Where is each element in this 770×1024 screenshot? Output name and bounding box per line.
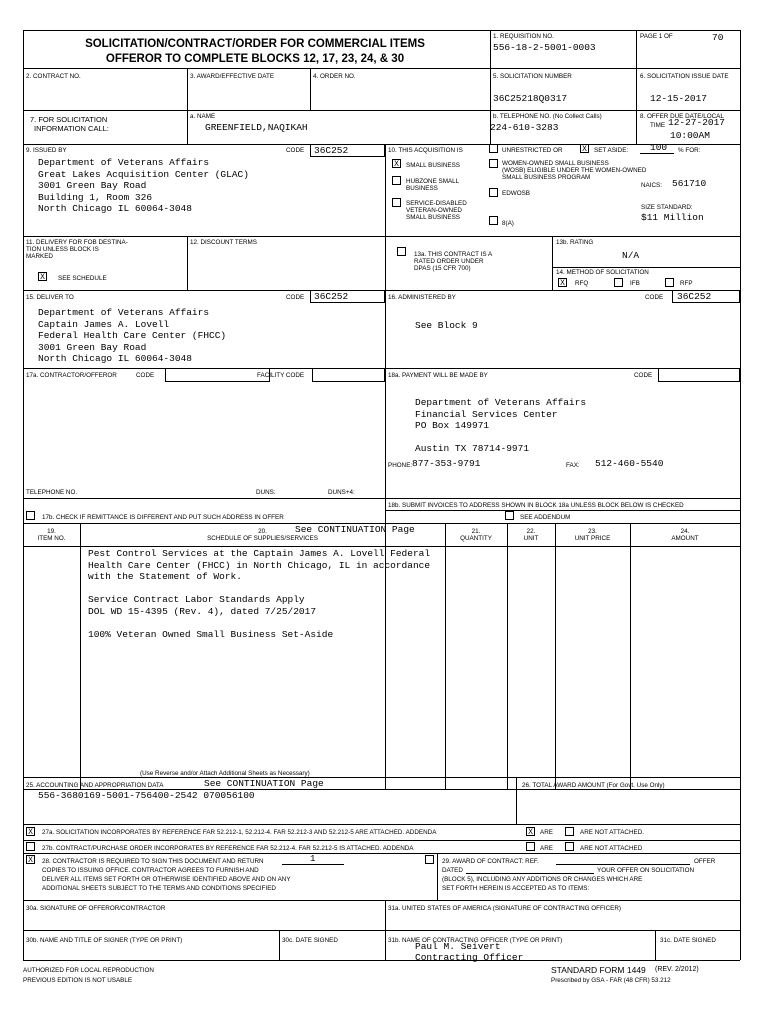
copies-field[interactable]: 1 <box>310 854 316 864</box>
contractor-sign-checkbox[interactable]: X <box>26 855 35 864</box>
total-award-label: 26. TOTAL AWARD AMOUNT (For Govt. Use Only) <box>522 782 665 789</box>
set-aside-label: SET ASIDE: <box>594 147 629 154</box>
offer-due-date-field[interactable]: 12-27-2017 <box>668 117 726 128</box>
form-revision: (REV. 2/2012) <box>655 966 699 973</box>
contract-incorporates-label: 27b. CONTRACT/PURCHASE ORDER INCORPORATES BY REFERENCE FAR 52.212-4. FAR 52.212-5 IS ATTACHED. ADDENDA <box>42 845 414 852</box>
unit-num: 22. <box>526 528 536 535</box>
addendum-checkbox[interactable] <box>505 511 514 520</box>
administered-by-label: 16. ADMINISTERED BY <box>388 294 456 301</box>
rfp-label: RFP <box>680 280 693 287</box>
unit-text: UNIT <box>523 535 539 543</box>
payment-fax-field[interactable]: 512-460-5540 <box>595 458 664 469</box>
solicitation-number-label: 5. SOLICITATION NUMBER <box>493 73 572 80</box>
info-call-label-2: INFORMATION CALL: <box>34 124 109 133</box>
unrestricted-label: UNRESTRICTED OR <box>502 147 563 154</box>
name-label: a. NAME <box>190 113 216 120</box>
rating-field[interactable]: N/A <box>622 250 640 261</box>
addenda-27a-are-label: ARE <box>540 829 553 836</box>
percent-for-label: % FOR: <box>678 147 701 154</box>
ifb-label: IFB <box>630 280 640 287</box>
contracting-officer-signature-label: 31a. UNITED STATES OF AMERICA (SIGNATURE OF CONTRACTING OFFICER) <box>388 905 622 912</box>
contract-no-label: 2. CONTRACT NO. <box>26 73 81 80</box>
rating-label: 13b. RATING <box>556 239 594 246</box>
deliver-to-code-field[interactable]: 36C252 <box>314 291 349 302</box>
facility-code-label: FACILITY CODE <box>257 372 305 379</box>
supplies-text: SCHEDULE OF SUPPLIES/SERVICES <box>207 535 318 543</box>
contractor-sign-line1: 28. CONTRACTOR IS REQUIRED TO SIGN THIS DOCUMENT AND RETURN <box>42 858 264 865</box>
payment-label: 18a. PAYMENT WILL BE MADE BY <box>388 372 488 379</box>
payment-phone-label: PHONE: <box>388 462 413 469</box>
sdvosb-label: SERVICE-DISABLED VETERAN-OWNED SMALL BUSINESS <box>406 200 467 222</box>
form-title <box>30 37 480 67</box>
rated-order-checkbox[interactable] <box>397 247 406 256</box>
small-business-checkbox[interactable]: X <box>392 159 401 168</box>
see-schedule-checkbox[interactable]: X <box>38 272 47 281</box>
order-no-label: 4. ORDER NO. <box>313 73 356 80</box>
duns4-label: DUNS+4: <box>328 489 355 496</box>
offer-due-label: 8. OFFER DUE DATE/LOCAL <box>640 113 724 120</box>
offeror-signature-label: 30a. SIGNATURE OF OFFEROR/CONTRACTOR <box>26 905 166 912</box>
contracting-officer-name-field[interactable]: Paul M. Seivert <box>415 941 501 952</box>
deliver-to-code-label: CODE <box>286 294 305 301</box>
administered-by-value: See Block 9 <box>415 320 478 331</box>
edwosb-checkbox[interactable] <box>489 188 498 197</box>
rfp-checkbox[interactable] <box>665 278 674 287</box>
quantity-num: 21. <box>471 528 481 535</box>
contractor-sign-line3: DELIVER ALL ITEMS SET FORTH OR OTHERWISE IDENTIFIED ABOVE AND ON ANY <box>42 876 291 883</box>
unit-price-text: UNIT PRICE <box>574 535 611 543</box>
page-label: PAGE 1 OF <box>640 33 673 40</box>
info-call-label-1: 7. FOR SOLICITATION <box>30 115 108 124</box>
addenda-27a-checkbox[interactable]: X <box>26 827 35 836</box>
size-standard-label: SIZE STANDARD: <box>641 204 693 211</box>
fob-destination-label: 11. DELIVERY FOR FOB DESTINA- TION UNLESS BLOCK IS MARKED <box>26 239 128 261</box>
addenda-27a-are-not-checkbox[interactable] <box>565 827 574 836</box>
addenda-27b-checkbox[interactable] <box>26 842 35 851</box>
quantity-header <box>445 528 507 542</box>
item-no-text: ITEM NO. <box>37 535 66 543</box>
page-total: 70 <box>712 32 724 43</box>
addenda-27b-are-checkbox[interactable] <box>526 842 535 851</box>
administered-by-code-label: CODE <box>645 294 664 301</box>
addenda-27b-are-not-checkbox[interactable] <box>565 842 574 851</box>
supplies-continuation: See CONTINUATION Page <box>295 524 415 535</box>
unrestricted-checkbox[interactable] <box>489 144 498 153</box>
size-standard-field[interactable]: $11 Million <box>641 212 704 223</box>
wosb-checkbox[interactable] <box>489 159 498 168</box>
authorized-reproduction-text: AUTHORIZED FOR LOCAL REPRODUCTION <box>23 967 154 974</box>
offeror-date-signed-label: 30c. DATE SIGNED <box>282 937 338 944</box>
method-label: 14. METHOD OF SOLICITATION <box>556 269 649 276</box>
contractor-sign-line2: COPIES TO ISSUING OFFICE. CONTRACTOR AGREES TO FURNISH AND <box>42 867 259 874</box>
addenda-27a-are-not-label: ARE NOT ATTACHED. <box>580 829 645 836</box>
supplies-num: 20. <box>258 528 267 535</box>
standard-form-number: STANDARD FORM 1449 <box>551 965 646 975</box>
deliver-to-address: Department of Veterans Affairs Captain James A. Lovell Federal Health Care Center (FHCC) 3001 Green Bay Road North Chicago IL 60064-3048 <box>38 307 227 364</box>
contracting-officer-title-field[interactable]: Contracting Officer <box>415 952 524 963</box>
hubzone-checkbox[interactable] <box>392 176 401 185</box>
amount-header <box>630 528 740 542</box>
accounting-continuation: See CONTINUATION Page <box>204 778 324 789</box>
accounting-field[interactable]: 556-3680169-5001-756400-2542 070056100 <box>38 790 255 801</box>
submit-invoices-label: 18b. SUBMIT INVOICES TO ADDRESS SHOWN IN BLOCK 18a UNLESS BLOCK BELOW IS CHECKED <box>388 502 684 509</box>
previous-edition-text: PREVIOUS EDITION IS NOT USABLE <box>23 977 133 984</box>
acquisition-label: 10. THIS ACQUISITION IS <box>388 147 463 154</box>
edwosb-label: EDWOSB <box>502 190 530 197</box>
offer-due-time-field[interactable]: 10:00AM <box>670 130 710 141</box>
schedule-footnote: (Use Reverse and/or Attach Additional Sheets as Necessary) <box>140 770 310 777</box>
solicitation-number-field[interactable]: 36C25218Q0317 <box>493 93 568 104</box>
set-aside-checkbox[interactable]: X <box>580 144 589 153</box>
contractor-label: 17a. CONTRACTOR/OFFEROR <box>26 372 117 379</box>
award-offer-label: OFFER <box>694 858 716 865</box>
award-checkbox[interactable] <box>425 855 434 864</box>
form-title-line2: OFFEROR TO COMPLETE BLOCKS 12, 17, 23, 24, & 30 <box>105 52 405 65</box>
award-line4: SET FORTH HEREIN IS ACCEPTED AS TO ITEMS: <box>442 885 590 892</box>
payment-fax-label: FAX: <box>566 462 580 469</box>
award-your-offer-label: YOUR OFFER ON SOLICITATION <box>597 867 695 874</box>
requisition-label: 1. REQUISITION NO. <box>493 33 554 40</box>
name-field[interactable]: GREENFIELD,NAQIKAH <box>205 122 308 133</box>
set-aside-percent-field[interactable]: 100 <box>650 142 668 153</box>
issued-by-label: 9. ISSUED BY <box>26 147 67 154</box>
award-line3: (BLOCK 5), INCLUDING ANY ADDITIONS OR CHANGES WHICH ARE <box>442 876 643 883</box>
remittance-label: 17b. CHECK IF REMITTANCE IS DIFFERENT AND PUT SUCH ADDRESS IN OFFER <box>42 514 284 521</box>
solicitation-incorporates-label: 27a. SOLICITATION INCORPORATES BY REFERENCE FAR 52.212-1, 52.212-4. FAR 52.212-3 AND 52.212-5 ARE ATTACHED. ADDENDA <box>42 829 437 836</box>
requisition-field[interactable]: 556-18-2-5001-0003 <box>493 42 596 53</box>
ifb-checkbox[interactable] <box>614 278 623 287</box>
issued-by-address: Department of Veterans Affairs Great Lakes Acquisition Center (GLAC) 3001 Green Bay Road Building 1, Room 326 North Chicago IL 60064-3048 <box>38 157 249 214</box>
rfq-checkbox[interactable]: X <box>558 278 567 287</box>
issued-by-code-field[interactable]: 36C252 <box>314 145 349 156</box>
prescribed-by-text: Prescribed by GSA - FAR (48 CFR) 53.212 <box>551 977 671 984</box>
issued-by-code-label: CODE <box>286 147 305 154</box>
sdvosb-checkbox[interactable] <box>392 198 401 207</box>
small-business-label: SMALL BUSINESS <box>406 162 461 169</box>
addenda-27b-are-not-label: ARE NOT ATTACHED <box>580 845 643 852</box>
amount-text: AMOUNT <box>671 535 699 543</box>
eight-a-checkbox[interactable] <box>489 216 498 225</box>
officer-date-signed-label: 31c. DATE SIGNED <box>660 937 716 944</box>
form-title-line1: SOLICITATION/CONTRACT/ORDER FOR COMMERCIAL ITEMS <box>85 38 425 50</box>
naics-label: NAICS: <box>641 182 662 189</box>
payment-phone-field[interactable]: 877-353-9791 <box>412 458 481 469</box>
payment-code-label: CODE <box>634 372 653 379</box>
telephone-field[interactable]: 224-610-3283 <box>490 122 559 133</box>
see-schedule-label: SEE SCHEDULE <box>58 275 107 282</box>
award-date-label: 3. AWARD/EFFECTIVE DATE <box>190 73 275 80</box>
rated-order-label: 13a. THIS CONTRACT IS A RATED ORDER UNDER DPAS (15 CFR 700) <box>414 251 493 273</box>
deliver-to-label: 15. DELIVER TO <box>26 294 74 301</box>
eight-a-label: 8(A) <box>502 220 514 227</box>
schedule-description: Pest Control Services at the Captain James A. Lovell Federal Health Care Center (FHCC) in North Chicago, IL in accordance with the Statement of Work. Service Contract Labor Standards Apply DOL WD 15-4395 (Rev. 4), dated 7/25/2017 100% Veteran Owned Small Business Set-Aside <box>88 548 431 640</box>
payment-address: Department of Veterans Affairs Financial Services Center PO Box 149971 Austin TX 78714-9971 <box>415 397 587 454</box>
offer-due-time-label: TIME <box>650 122 666 129</box>
item-no-header <box>23 528 80 542</box>
contracting-officer-name-label: 31b. NAME OF CONTRACTING OFFICER (TYPE OR PRINT) <box>388 937 563 944</box>
telephone-label: b. TELEPHONE NO. (No Collect Calls) <box>493 113 602 120</box>
duns-label: DUNS: <box>256 489 276 496</box>
remittance-checkbox[interactable] <box>26 511 35 520</box>
addendum-label: SEE ADDENDUM <box>520 514 571 521</box>
discount-terms-label: 12. DISCOUNT TERMS <box>190 239 257 246</box>
quantity-text: QUANTITY <box>460 535 492 543</box>
item-no-num: 19. <box>47 528 56 535</box>
contractor-telephone-label: TELEPHONE NO. <box>26 489 78 496</box>
unit-price-num: 23. <box>588 528 597 535</box>
award-dated-label: DATED <box>442 867 463 874</box>
addenda-27a-are-checkbox[interactable]: X <box>526 827 535 836</box>
issue-date-label: 6. SOLICITATION ISSUE DATE <box>640 73 729 80</box>
hubzone-label: HUBZONE SMALL BUSINESS <box>406 178 460 193</box>
rfq-label: RFQ <box>575 280 589 287</box>
unit-price-header <box>555 528 630 542</box>
administered-by-code-field[interactable]: 36C252 <box>677 291 712 302</box>
contractor-sign-line4: ADDITIONAL SHEETS SUBJECT TO THE TERMS AND CONDITIONS SPECIFIED <box>42 885 276 892</box>
accounting-label: 25. ACCOUNTING AND APPROPRIATION DATA <box>26 782 164 789</box>
signer-name-label: 30b. NAME AND TITLE OF SIGNER (TYPE OR PRINT) <box>26 937 183 944</box>
unit-header <box>507 528 555 542</box>
contractor-code-label: CODE <box>136 372 155 379</box>
wosb-label: WOMEN-OWNED SMALL BUSINESS (WOSB) ELIGIBLE UNDER THE WOMEN-OWNED SMALL BUSINESS PROGRAM <box>502 160 647 182</box>
amount-num: 24. <box>680 528 690 535</box>
issue-date-field[interactable]: 12-15-2017 <box>650 93 708 104</box>
award-line1: 29. AWARD OF CONTRACT: REF. <box>442 858 539 865</box>
naics-field[interactable]: 561710 <box>672 178 707 189</box>
addenda-27b-are-label: ARE <box>540 845 553 852</box>
